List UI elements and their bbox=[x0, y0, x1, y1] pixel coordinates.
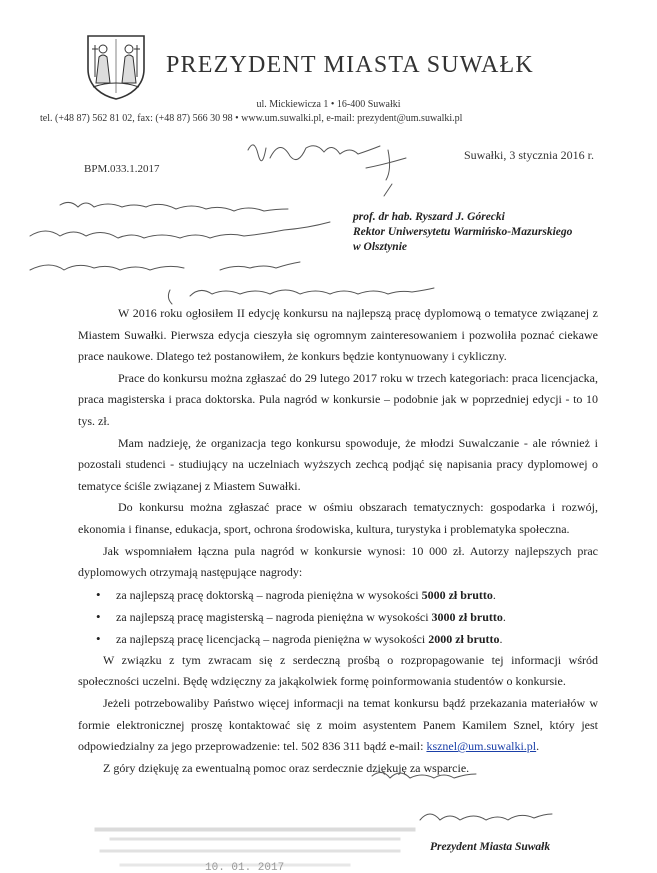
paragraph-5: Jak wspomniałem łączna pula nagród w konkursie wynosi: 10 000 zł. Autorzy najlepszych prac dyplomowych otrzymają następujące nagrody: bbox=[78, 543, 598, 580]
award-text: za najlepszą pracę magisterską – nagroda pieniężna w wysokości bbox=[116, 609, 432, 624]
paragraph-8: Z góry dziękuję za ewentualną pomoc oraz serdecznie dziękuję za wsparcie. bbox=[103, 760, 470, 775]
paragraph-7-end: . bbox=[536, 739, 540, 754]
received-stamp bbox=[95, 828, 415, 866]
letter-date: Suwałki, 3 stycznia 2016 r. bbox=[464, 148, 594, 162]
paragraph-7-text: Jeżeli potrzebowaliby Państwo więcej informacji na temat konkursu bądź przekazania materiałów w formie elektronicznej proszę kontaktować się z moim asystentem Panem Kamilem Sznel, który jest odpowiedzialny za jego przeprowadzenie: tel. 502 836 311 bądź e-mail: bbox=[78, 695, 598, 754]
award-end: . bbox=[499, 631, 503, 646]
paragraph-4: Do konkursu można zgłaszać prace w ośmiu obszarach tematycznych: gospodarka i rozwój, ekonomia i finanse, edukacja, sport, ochrona środowiska, kultura, turystyka i problematyka społeczna. bbox=[78, 500, 598, 536]
award-text: za najlepszą pracę licencjacką – nagroda pieniężna w wysokości bbox=[116, 631, 429, 646]
letterhead-contact: tel. (+48 87) 562 81 02, fax: (+48 87) 566 30 98 • www.um.suwalki.pl, e-mail: prezydent@um.suwalki.pl bbox=[40, 113, 463, 124]
closing-signature-title: Prezydent Miasta Suwałk bbox=[430, 841, 551, 853]
letterhead-address: ul. Mickiewicza 1 • 16-400 Suwałki bbox=[256, 99, 401, 110]
award-item-master bbox=[78, 606, 598, 628]
contact-email-link[interactable]: ksznel@um.suwalki.pl bbox=[426, 739, 537, 754]
letter-body bbox=[78, 303, 598, 779]
stamp-date: 10. 01. 2017 bbox=[205, 862, 285, 873]
award-amount: 2000 zł brutto bbox=[428, 631, 500, 646]
recipient-name: prof. dr hab. Ryszard J. Górecki bbox=[353, 211, 505, 223]
award-item-doctoral bbox=[78, 584, 598, 606]
award-text: za najlepszą pracę doktorską – nagroda pieniężna w wysokości bbox=[116, 587, 422, 602]
paragraph-3: Mam nadzieję, że organizacja tego konkursu spowoduje, że młodzi Suwalczanie - ale również i pozostali studenci - studiujący na uczelniach wyższych zechcą podjąć się napisania pracy dyplomowej o tematyce ściśle związanej z Miastem Suwałki. bbox=[78, 435, 598, 493]
paragraph-7 bbox=[78, 693, 598, 758]
paragraph-6: W związku z tym zwracam się z serdeczną prośbą o rozpropagowanie tej informacji wśród społeczności uczelni. Będę wdzięczny za jakąkolwiek formę poinformowania studentów o konkursie. bbox=[78, 652, 598, 689]
recipient-city: w Olsztynie bbox=[353, 241, 407, 253]
recipient-block bbox=[353, 210, 572, 255]
paragraph-2: Prace do konkursu można zgłaszać do 29 lutego 2017 roku w trzech kategoriach: praca licencjacka, praca magisterska i praca doktorska. Pula nagród w konkursie – podobnie jak w poprzedniej edycji - to 10 tys. zł. bbox=[78, 370, 598, 428]
paragraph-1: W 2016 roku ogłosiłem II edycję konkursu na najlepszą pracę dyplomową o tematyce związanej z Miastem Suwałki. Pierwsza edycja cieszyła się ogromnym zainteresowaniem i pozwoliła poznać ciekawe prace naukowe. Dlatego też postanowiłem, że konkurs będzie kontynuowany i cykliczny. bbox=[78, 306, 598, 364]
city-crest-logo bbox=[85, 33, 147, 101]
reference-number: BPM.033.1.2017 bbox=[84, 163, 160, 175]
recipient-title: Rektor Uniwersytetu Warmińsko-Mazurskiego bbox=[353, 226, 573, 238]
award-item-bachelor bbox=[78, 628, 598, 650]
letterhead-title: PREZYDENT MIASTA SUWAŁK bbox=[166, 52, 534, 78]
awards-list bbox=[78, 584, 598, 650]
award-end: . bbox=[502, 609, 506, 624]
award-end: . bbox=[492, 587, 496, 602]
award-amount: 5000 zł brutto bbox=[421, 587, 493, 602]
award-amount: 3000 zł brutto bbox=[431, 609, 503, 624]
